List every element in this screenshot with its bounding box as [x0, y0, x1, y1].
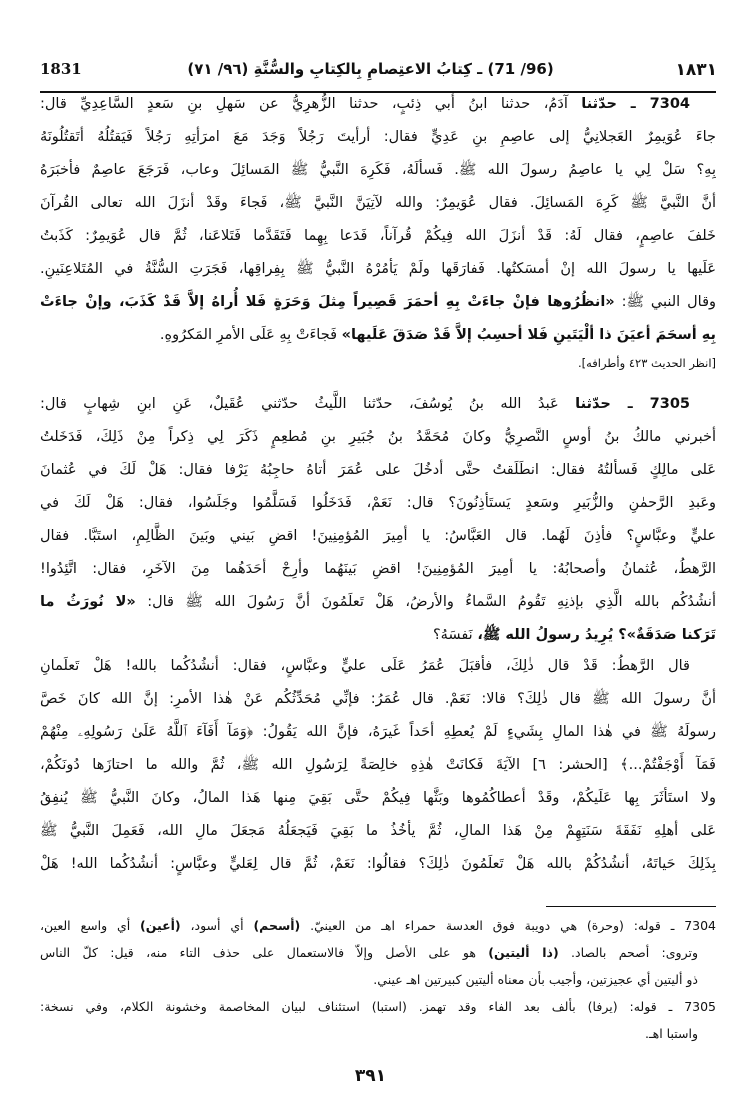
text-line — [40, 586, 716, 619]
bold-text-segment: (أسحم) — [253, 918, 301, 933]
text-segment: وتروى: أصحم بالصاد. — [558, 945, 698, 960]
page-number-latin: 1831 — [40, 60, 82, 78]
text-segment: عليٍّ وعبَّاسٍ؟ فأذِنَ لَهُما. قال العَبَّاسُ: يا أمِيرَ المُؤمِنِينَ! اقضِ بَيني وبَينَ الظَّالِمِ، استَبَّا. فقال — [40, 528, 716, 544]
text-line — [40, 121, 716, 154]
text-line — [40, 88, 716, 121]
text-line — [40, 619, 716, 652]
hadith-7305 — [40, 388, 716, 652]
text-segment: عَبدُ الله بنُ يُوسُفَ، حدّثنا اللَّيثُ حدّثني عُقَيلٌ، عَنِ ابنِ شِهابٍ قال: — [40, 396, 576, 412]
text-segment: عَلى مالِكٍ فَسألتُهُ فقال: انطَلَقتُ حتَّى أدخُلَ على عُمَرَ أتاهُ حاجِبُهُ يَرْفا فقال: هَلْ لَكَ في عُثمانَ — [40, 462, 716, 478]
text-segment: 7304 ـ قوله: (وحرة) هي دويبة فوق العدسة حمراء اهـ من العينيّ. — [300, 918, 716, 933]
text-line — [40, 454, 716, 487]
bold-text-segment: تَرَكنا صَدَقَةٌ»؟ يُرِيدُ رسولُ الله ﷺ، — [477, 627, 716, 643]
text-segment: رسولَهُ ﷺ في هٰذا المالِ بِشَيءٍ لَمْ يُعطِهِ أحَداً غَيرَهُ، فإنَّ الله يَقُولُ: ﴿وَمَآ أَفَآءَ ٱللَّهُ عَلَىٰ رَسُولِهِۦ مِنْهُمْ — [40, 724, 716, 740]
bold-text-segment: بِهِ أسحَمَ أعيَنَ ذا ألْيَتَينِ فَلا أحسِبُ إلاَّ قَدْ صَدَقَ عَلَيها» — [341, 327, 716, 343]
cross-reference: [انظر الحديث ٤٢٣ وأطرافه]. — [577, 356, 716, 370]
running-header-title: (96/ 71) ـ كِتابُ الاعتِصامِ بِالكِتابِ والسُّنَّةِ (٩٦/ ٧١) — [187, 60, 554, 78]
text-line — [40, 220, 716, 253]
text-line — [40, 749, 716, 782]
text-segment: جاءَ عُوَيمِرٌ العَجلانِيُّ إلى عاصِمِ بنِ عَدِيٍّ فقال: أرأيتَ رَجُلاً وَجَدَ مَعَ امرَأتِهِ رَجُلاً فَيَقتُلُهُ أتَقتُلُونَهُ — [40, 129, 716, 145]
footnote-line — [40, 1020, 716, 1047]
footnote-line — [40, 939, 716, 966]
text-segment: قال الرَّهطُ: قَدْ قال ذٰلِكَ، فأقبَلَ عُمَرُ عَلَى عليٍّ وعبَّاسٍ، فقال: أنشُدُكُما بالله! هَلْ تَعلَمانِ — [40, 658, 690, 674]
text-line — [40, 253, 716, 286]
text-line — [40, 286, 716, 319]
text-segment: أي أسود، — [180, 918, 254, 933]
text-line — [40, 815, 716, 848]
page-number-arabic: ١٨٣١ — [675, 60, 717, 80]
text-segment: أي واسع العين، — [40, 918, 141, 933]
page-number-footer: ٣٩١ — [354, 1066, 387, 1086]
text-segment: فَجاءَتْ بِهِ عَلَى الأمرِ المَكرُوهِ. — [159, 327, 342, 343]
text-segment: ذو أليتين أي عجيزتين، وأجيب بأن معناه أليتين كبيرتين اهـ عيني. — [373, 972, 698, 987]
text-segment: وقال النبي ﷺ: — [614, 294, 716, 310]
text-line — [40, 319, 716, 352]
text-line — [40, 421, 716, 454]
text-line — [40, 487, 716, 520]
text-segment: فَمَآ أَوْجَفْتُمْ...﴾ [الحشر: ٦] الآيَةَ فَكانَتْ هٰذِهِ خالِصَةً لِرَسُولِ الله ﷺ، ثُمَّ والله ما احتازَها دُونَكُمْ، — [40, 757, 716, 773]
footnote-rule — [546, 906, 716, 907]
text-line — [40, 187, 716, 220]
text-line — [40, 782, 716, 815]
text-segment: نَفسَهُ؟ — [432, 627, 478, 643]
text-segment: هو على الأصل وإلاّ فالاستعمال على حذف التاء منه، قيل: كلّ الناس — [40, 945, 489, 960]
text-segment: عَلى أهلِهِ نَفَقَةَ سَنَتِهِمْ مِنْ هَذا المالِ، ثُمَّ يأخُذُ ما بَقِيَ فَيَجعَلُهُ مَجعَلَ مالِ الله، فَعَمِلَ النَّبيُّ ﷺ — [40, 823, 716, 839]
footnote-line — [40, 993, 716, 1020]
text-segment: أنشُدُكُم بالله الَّذِي بإذنِهِ تَقُومُ السَّماءُ والأرضُ، هَلْ تَعلَمُونَ أنَّ رَسُولَ الله ﷺ قال: — [135, 594, 716, 610]
text-line — [40, 520, 716, 553]
text-segment: واستبا اهـ. — [644, 1026, 698, 1041]
text-line — [40, 848, 716, 881]
text-line — [40, 553, 716, 586]
footnote-line — [40, 912, 716, 939]
text-line — [40, 154, 716, 187]
hadith-7305-continuation — [40, 650, 716, 881]
text-segment: 7305 ـ قوله: (يرفا) بألف بعد الفاء وقد تهمز. (استبا) استئناف لبيان المخاصمة وخشونة الكلام، وفي نسخة: — [40, 999, 716, 1014]
text-segment: أنَّ رسولَ الله ﷺ قال ذٰلِكَ؟ قالا: نَعَمْ. قال عُمَرُ: فإنِّي مُحَدِّثُكُم عَنْ هٰذا الأمرِ: إنَّ الله كانَ خَصَّ — [40, 691, 716, 707]
bold-text-segment: 7305 ـ حدّثنا — [575, 396, 691, 412]
text-line — [40, 388, 716, 421]
text-segment: عَلَيها يا رسولَ الله إنْ أمسَكتُها. فَفارَقَها ولَمْ يَأمُرْهُ النَّبيُّ ﷺ بِفِراقِها، فَجَرَتِ السُّنَّةُ في المُتَلاعِنَينِ. — [40, 261, 716, 277]
bold-text-segment: (ذا أليتين) — [488, 945, 559, 960]
text-segment: ولا استَأثَرَ بِها عَلَيكُمْ، وقَدْ أعطاكُمُوها وبَثَّها فِيكُمْ حتَّى بَقِيَ مِنها هَذا المالُ، وكانَ النَّبيُّ ﷺ يُنفِقُ — [40, 790, 716, 806]
text-segment: خَلفَ عاصِمٍ، فقال لَهُ: قَدْ أنزَلَ الله فِيكُمْ قُرآناً، فَدَعا بِهِما فَتَقَدَّما فَتَلاعَنا، ثُمَّ قال عُوَيمِرٌ: كَذَبتُ — [40, 228, 716, 244]
text-segment: بِذَلِكَ حَياتَهُ، أنشُدُكُمْ بالله هَلْ تَعلَمُونَ ذٰلِكَ؟ فقالُوا: نَعَمْ، ثُمَّ قال لِعَليٍّ وعبَّاسٍ: أنشُدُكُما الله! هَلْ — [40, 856, 716, 872]
text-line — [40, 650, 716, 683]
text-segment: الرَّهطُ، عُثمانُ وأصحابُهُ: يا أمِيرَ المُؤمِنِينَ! اقضِ بَينَهُما وأرِحْ أحَدَهُما مِنَ الآخَرِ، فقال: اتَّئِدُوا! — [40, 561, 716, 577]
footnote-line — [40, 966, 716, 993]
text-segment: وعَبدِ الرَّحمٰنِ والزُّبَيرِ وسَعدٍ يَستَأذِنُونَ؟ قال: نَعَمْ، فَدَخَلُوا فَسَلَّمُوا وجَلَسُوا، فقال: هَلْ لَكَ في — [40, 495, 716, 511]
bold-text-segment: «لا نُورَثُ ما — [40, 594, 136, 610]
hadith-7304 — [40, 88, 716, 374]
text-line — [40, 683, 716, 716]
text-segment: آدَمُ، حدثنا ابنُ أبي ذِئبٍ، حدثنا الزُّهرِيُّ عن سَهلِ بنِ سَعدٍ السَّاعِدِيِّ قال: — [40, 96, 582, 112]
text-segment: بِهِ؟ سَلْ لِي يا عاصِمُ رسولَ الله ﷺ. فَسألَهُ، فَكَرِهَ النَّبيُّ ﷺ المَسائِلَ وعاب، فَرَجَعَ عاصِمٌ فأخبَرَهُ — [40, 162, 716, 178]
bold-text-segment: «انظُرُوها فإنْ جاءَتْ بِهِ أحمَرَ قَصِيراً مِثلَ وَحَرَةٍ فَلا أُراهُ إلاَّ قَدْ كَذَبَ، وإنْ جاءَتْ — [40, 294, 615, 310]
footnotes — [40, 912, 716, 1047]
text-line — [40, 716, 716, 749]
text-segment: أخبرني مالكُ بنُ أوسٍ النَّصرِيُّ وكانَ مُحَمَّدُ بنُ جُبَيرِ بنِ مُطعِمٍ ذَكَرَ لِي ذِكراً مِنْ ذَلِكَ، فَدَخَلتُ — [40, 429, 716, 445]
text-segment: أنَّ النَّبيَّ ﷺ كَرِهَ المَسائِلَ. فقال عُوَيمِرٌ: والله لآتِيَنَّ النَّبيَّ ﷺ، فَجاءَ وقَدْ أنزَلَ الله تعالى القُرآنَ — [40, 195, 716, 211]
bold-text-segment: (أعين) — [140, 918, 181, 933]
bold-text-segment: 7304 ـ حدّثنا — [581, 96, 691, 112]
